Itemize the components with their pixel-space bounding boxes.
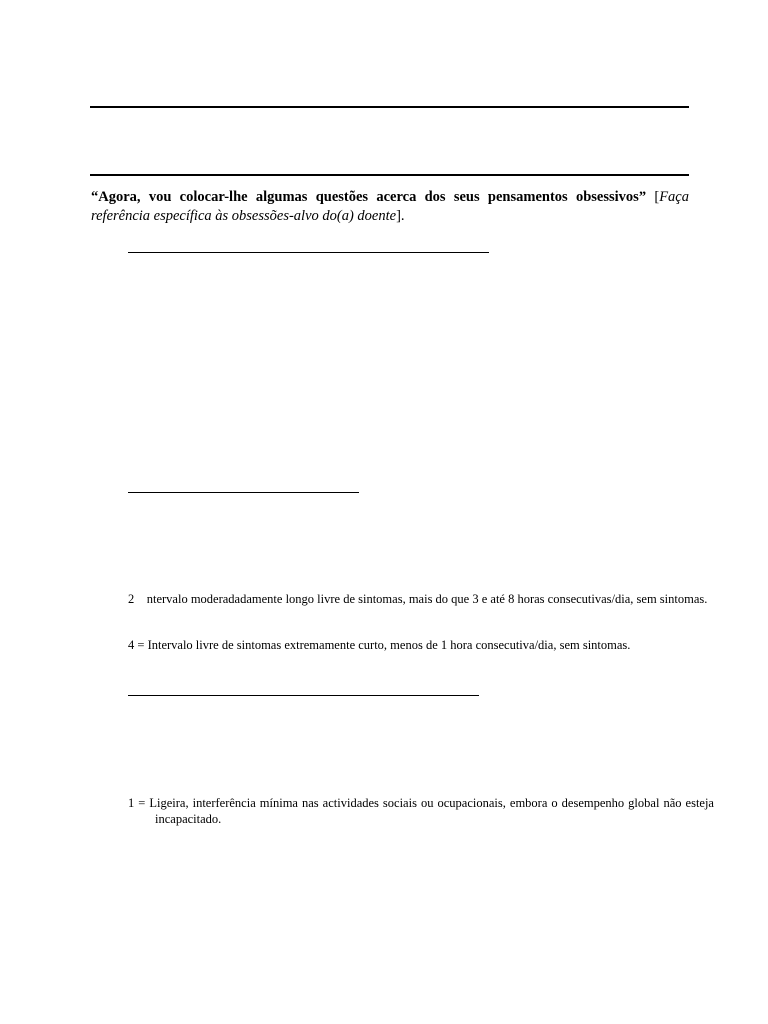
intro-bracket-close: ].: [396, 208, 405, 224]
item-text: ntervalo moderadadamente longo livre de sintomas, mais do que 3 e até 8 horas consecutivas/dia, sem sintomas.: [146, 592, 708, 606]
item-separator: =: [134, 796, 150, 810]
item-text: Intervalo livre de sintomas extremamente curto, menos de 1 hora consecutiva/dia, sem sintomas.: [147, 638, 631, 652]
answer-line-3: [128, 695, 479, 696]
intro-paragraph: [91, 188, 689, 226]
top-rule-1: [90, 106, 689, 108]
item-number: 4: [128, 638, 135, 652]
item-separator: [134, 592, 147, 606]
list-item: [128, 637, 714, 653]
item-number: 1: [128, 796, 135, 810]
item-number: 2: [128, 592, 135, 606]
intro-instruction: Faça referência específica às obsessões-alvo do(a) doente: [91, 189, 689, 224]
intro-bracket-open: [: [646, 189, 660, 205]
top-rule-2: [90, 174, 689, 176]
list-item: [128, 795, 714, 827]
answer-line-2: [128, 492, 359, 493]
answer-line-1: [128, 252, 489, 253]
list-item: [128, 591, 714, 607]
intro-quote: “Agora, vou colocar-lhe algumas questões acerca dos seus pensamentos obsessivos”: [91, 189, 647, 205]
item-text: Ligeira, interferência mínima nas actividades sociais ou ocupacionais, embora o desempenho global não esteja incapacitado.: [149, 796, 714, 826]
item-separator: =: [134, 638, 148, 652]
